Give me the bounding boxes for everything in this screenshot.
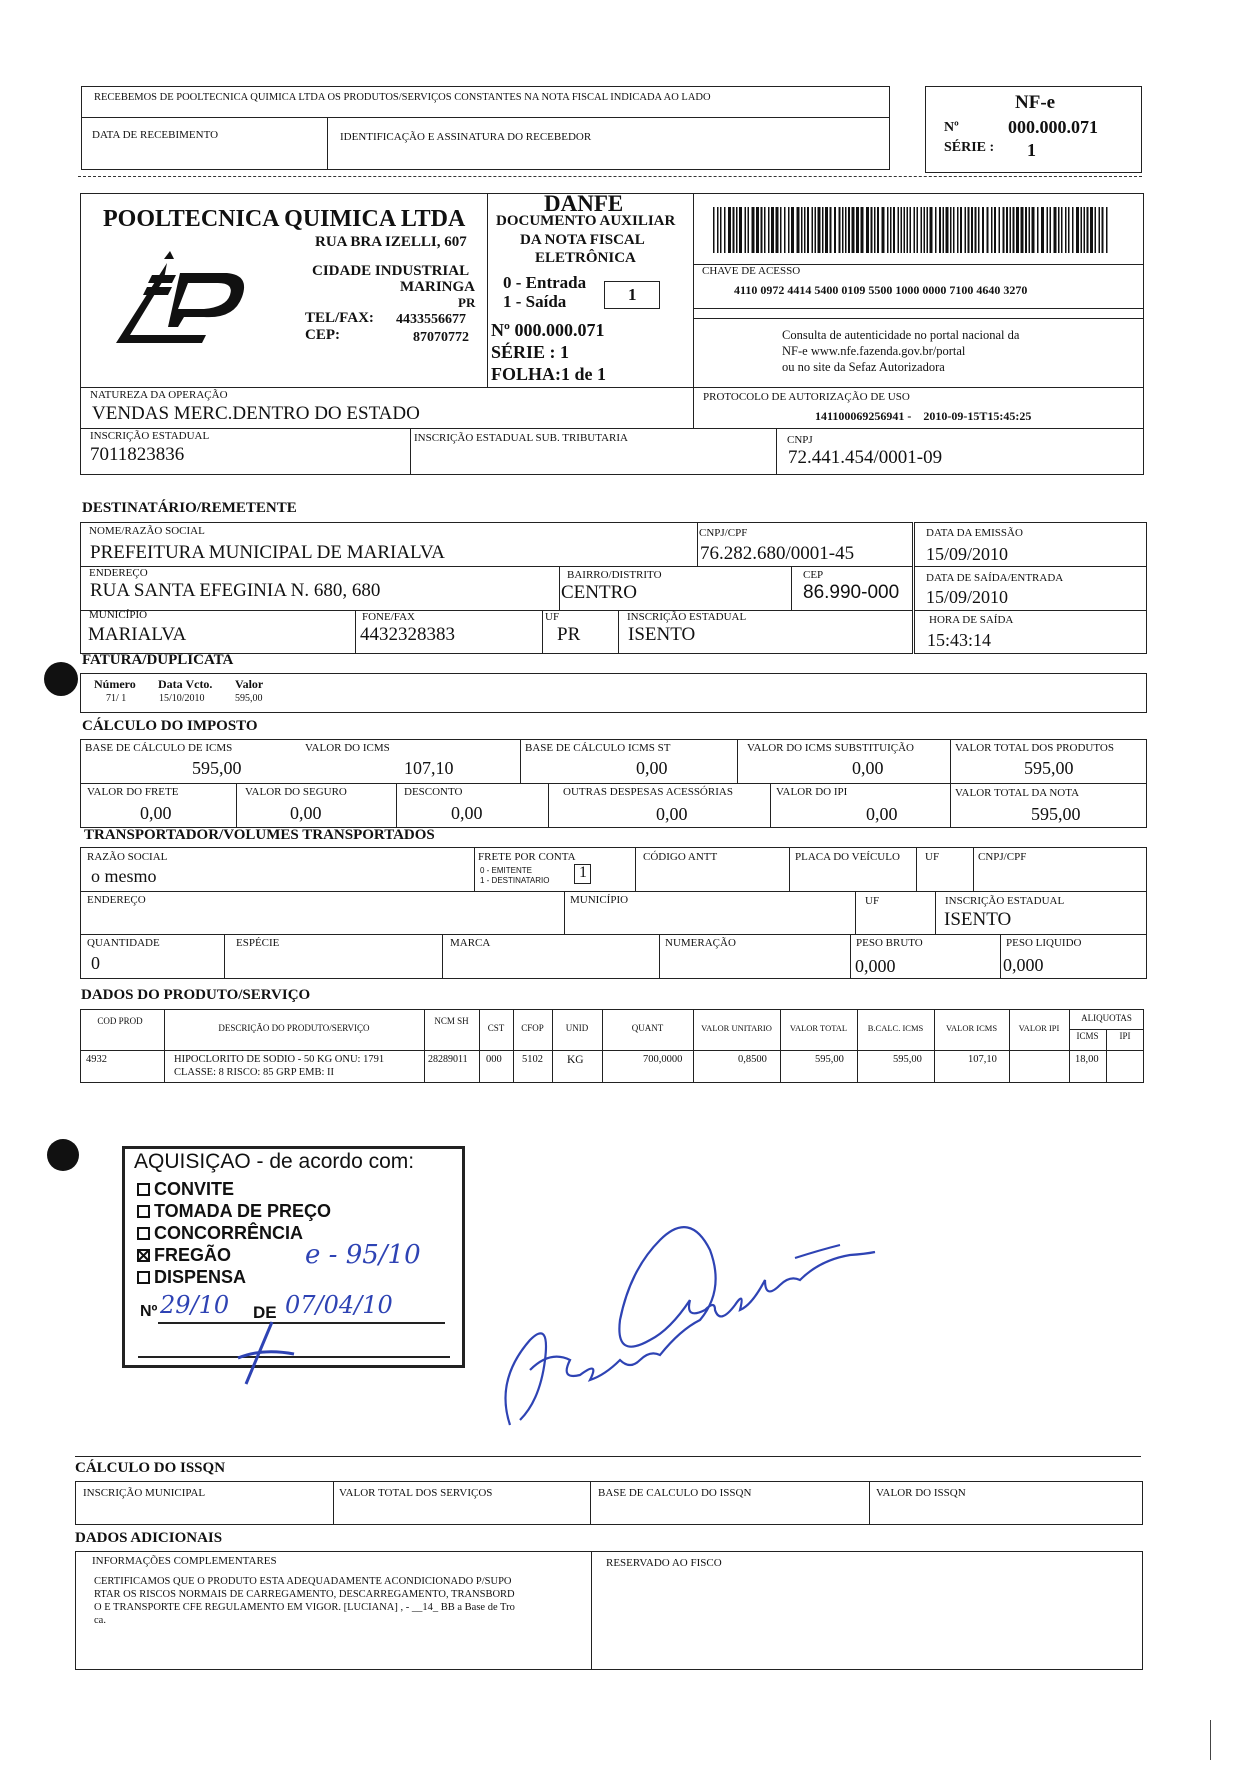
base-st-value: 0,00 bbox=[636, 758, 668, 778]
page-edge-mark bbox=[1210, 1720, 1211, 1760]
issuer-street: RUA BRA IZELLI, 607 bbox=[315, 234, 467, 250]
other-expenses-label: OUTRAS DESPESAS ACESSÓRIAS bbox=[563, 786, 733, 798]
exit-time-label: HORA DE SAÍDA bbox=[929, 614, 1014, 626]
row-total-value: 595,00 bbox=[815, 1054, 844, 1065]
stamp-title: AQUISIÇAO - de acordo com: bbox=[134, 1150, 415, 1173]
row-cfop: 5102 bbox=[522, 1054, 543, 1065]
icms-st-label: VALOR DO ICMS SUBSTITUIÇÃO bbox=[747, 742, 914, 754]
stamp-hand-note: e - 95/10 bbox=[305, 1240, 421, 1270]
recipient-address-label: ENDEREÇO bbox=[89, 567, 148, 579]
freight-payer-value: 1 bbox=[579, 864, 587, 881]
row-description-1: HIPOCLORITO DE SODIO - 50 KG ONU: 1791 bbox=[174, 1054, 385, 1065]
freight-option-0: 0 - EMITENTE bbox=[480, 866, 533, 875]
access-key-label: CHAVE DE ACESSO bbox=[702, 265, 801, 277]
recipient-name-label: NOME/RAZÃO SOCIAL bbox=[89, 525, 205, 537]
carrier-uf-label: UF bbox=[925, 851, 940, 863]
danfe-subtitle-1: DOCUMENTO AUXILIAR bbox=[496, 213, 676, 229]
receipt-signature-label: IDENTIFICAÇÃO E ASSINATURA DO RECEBEDOR bbox=[340, 131, 592, 143]
issuer-tel-label: TEL/FAX: bbox=[305, 310, 374, 326]
row-icms-value: 107,10 bbox=[968, 1054, 997, 1065]
operation-box bbox=[80, 387, 1144, 475]
carrier-ie-label: INSCRIÇÃO ESTADUAL bbox=[945, 895, 1065, 907]
additional-info-2: RTAR OS RISCOS NORMAIS DE CARREGAMENTO, DESCARREGAMENTO, TRANSBORD bbox=[94, 1589, 515, 1600]
additional-info-4: ca. bbox=[94, 1615, 106, 1626]
base-st-label: BASE DE CÁLCULO ICMS ST bbox=[525, 742, 671, 754]
danfe-series: SÉRIE : 1 bbox=[491, 342, 570, 362]
exit-time: 15:43:14 bbox=[927, 630, 992, 650]
tax-section-title: CÁLCULO DO IMPOSTO bbox=[82, 718, 258, 734]
receipt-series: 1 bbox=[1027, 140, 1036, 160]
additional-info-1: CERTIFICAMOS QUE O PRODUTO ESTA ADEQUADAMENTE ACONDICIONADO P/SUPO bbox=[94, 1576, 512, 1587]
stamp-option-convite: CONVITE bbox=[137, 1178, 234, 1200]
issqn-services-label: VALOR TOTAL DOS SERVIÇOS bbox=[339, 1487, 493, 1499]
issqn-municipal-label: INSCRIÇÃO MUNICIPAL bbox=[83, 1487, 206, 1499]
col-quantity: QUANT bbox=[631, 1023, 664, 1033]
danfe-entry: 0 - Entrada bbox=[503, 273, 587, 292]
stamp-no-label: Nº bbox=[140, 1303, 158, 1320]
col-cfop: CFOP bbox=[521, 1023, 544, 1033]
row-unit-value: 0,8500 bbox=[738, 1054, 767, 1065]
issue-date-label: DATA DA EMISSÃO bbox=[926, 527, 1023, 539]
signature-icon bbox=[490, 1210, 880, 1440]
gross-weight: 0,000 bbox=[855, 956, 896, 976]
protocol-value: 141100069256941 - 2010-09-15T15:45:25 bbox=[815, 409, 1032, 423]
stamp-date-value: 07/04/10 bbox=[285, 1291, 393, 1319]
receipt-date-label: DATA DE RECEBIMENTO bbox=[92, 129, 219, 141]
recipient-district-label: BAIRRO/DISTRITO bbox=[567, 569, 662, 581]
issuer-city: MARINGA bbox=[400, 279, 475, 295]
danfe-title: DANFE bbox=[544, 191, 624, 216]
carrier-city-label: MUNICÍPIO bbox=[570, 894, 629, 906]
col-description: DESCRIÇÃO DO PRODUTO/SERVIÇO bbox=[218, 1023, 370, 1033]
col-rate-ipi: IPI bbox=[1119, 1031, 1131, 1041]
invoice-number: 71/ 1 bbox=[106, 693, 127, 704]
products-section-title: DADOS DO PRODUTO/SERVIÇO bbox=[81, 987, 311, 1003]
total-products-value: 595,00 bbox=[1024, 758, 1074, 778]
cnpj-value: 72.441.454/0001-09 bbox=[788, 447, 943, 468]
row-description-2: CLASSE: 8 RISCO: 85 GRP EMB: II bbox=[174, 1067, 335, 1078]
invoice-number-label: Número bbox=[94, 677, 136, 691]
quantity-value: 0 bbox=[91, 953, 100, 973]
issqn-value-label: VALOR DO ISSQN bbox=[876, 1487, 966, 1499]
icms-st-value: 0,00 bbox=[852, 758, 884, 778]
access-consult-2: NF-e www.nfe.fazenda.gov.br/portal bbox=[782, 344, 966, 358]
row-bcalc-icms: 595,00 bbox=[893, 1054, 922, 1065]
recipient-cep: 86.990-000 bbox=[803, 582, 900, 603]
danfe-type: 1 bbox=[628, 285, 637, 304]
invoice-value-label: Valor bbox=[235, 677, 264, 691]
col-cst: CST bbox=[487, 1023, 505, 1033]
additional-info-label: INFORMAÇÕES COMPLEMENTARES bbox=[92, 1555, 277, 1567]
stamp-no-value: 29/10 bbox=[160, 1291, 230, 1319]
company-logo-icon bbox=[92, 245, 252, 355]
ipi-value: 0,00 bbox=[866, 804, 898, 824]
col-code: COD PROD bbox=[97, 1016, 143, 1026]
issuer-cep: 87070772 bbox=[413, 330, 469, 345]
receipt-nfe-title: NF-e bbox=[1015, 92, 1056, 113]
issuer-state: PR bbox=[458, 295, 476, 310]
recipient-name: PREFEITURA MUNICIPAL DE MARIALVA bbox=[90, 542, 445, 563]
additional-section-title: DADOS ADICIONAIS bbox=[75, 1530, 223, 1546]
danfe-subtitle-2: DA NOTA FISCAL bbox=[520, 232, 645, 248]
freight-option-1: 1 - DESTINATARIO bbox=[480, 876, 550, 885]
row-unit: KG bbox=[567, 1054, 584, 1066]
col-ipi-value: VALOR IPI bbox=[1018, 1023, 1060, 1033]
carrier-ie: ISENTO bbox=[944, 909, 1012, 930]
other-expenses-value: 0,00 bbox=[656, 804, 688, 824]
plate-label: PLACA DO VEÍCULO bbox=[795, 851, 900, 863]
receipt-number-label: Nº bbox=[944, 120, 959, 135]
carrier-cnpj-label: CNPJ/CPF bbox=[978, 851, 1027, 863]
freight-label: VALOR DO FRETE bbox=[87, 786, 179, 798]
recipient-address: RUA SANTA EFEGINIA N. 680, 680 bbox=[90, 580, 381, 601]
punch-hole bbox=[44, 662, 78, 696]
freight-value: 0,00 bbox=[140, 803, 172, 823]
stamp-option-pregao: FREGÃO bbox=[137, 1244, 231, 1266]
cut-line bbox=[78, 176, 1142, 177]
col-rate-icms: ICMS bbox=[1076, 1031, 1099, 1041]
ipi-label: VALOR DO IPI bbox=[776, 786, 848, 798]
issuer-name: POOLTECNICA QUIMICA LTDA bbox=[103, 206, 466, 232]
icms-label: VALOR DO ICMS bbox=[305, 742, 390, 754]
col-ncm: NCM SH bbox=[434, 1016, 469, 1026]
row-quantity: 700,0000 bbox=[643, 1054, 683, 1065]
insurance-label: VALOR DO SEGURO bbox=[245, 786, 347, 798]
total-note-label: VALOR TOTAL DA NOTA bbox=[955, 787, 1080, 799]
brand-label: MARCA bbox=[450, 937, 491, 949]
transport-section-title: TRANSPORTADOR/VOLUMES TRANSPORTADOS bbox=[84, 827, 435, 843]
barcode-icon bbox=[713, 207, 1113, 253]
issqn-section-title: CÁLCULO DO ISSQN bbox=[75, 1460, 226, 1476]
recipient-uf: PR bbox=[557, 624, 581, 645]
stamp-de-label: DE bbox=[253, 1303, 277, 1322]
net-weight-label: PESO LIQUIDO bbox=[1006, 937, 1082, 949]
col-total-value: VALOR TOTAL bbox=[789, 1023, 848, 1033]
access-key: 4110 0972 4414 5400 0109 5500 1000 0000 7100 4640 3270 bbox=[734, 283, 1028, 297]
insurance-value: 0,00 bbox=[290, 803, 322, 823]
stamp-option-tomada: TOMADA DE PREÇO bbox=[137, 1200, 331, 1222]
recipient-cnpj: 76.282.680/0001-45 bbox=[700, 543, 855, 564]
quantity-label: QUANTIDADE bbox=[87, 937, 160, 949]
discount-label: DESCONTO bbox=[404, 786, 463, 798]
nature-value: VENDAS MERC.DENTRO DO ESTADO bbox=[92, 403, 420, 424]
row-cst: 000 bbox=[486, 1054, 502, 1065]
issuer-cep-label: CEP: bbox=[305, 327, 340, 343]
recipient-phone-label: FONE/FAX bbox=[362, 611, 415, 623]
recipient-cnpj-label: CNPJ/CPF bbox=[699, 527, 748, 539]
issuer-district: CIDADE INDUSTRIAL bbox=[312, 263, 470, 279]
col-bcalc-icms: B.CALC. ICMS bbox=[867, 1023, 924, 1033]
recipient-cep-label: CEP bbox=[803, 569, 824, 581]
row-rate-icms: 18,00 bbox=[1075, 1054, 1099, 1065]
access-consult-1: Consulta de autenticidade no portal nacional da bbox=[782, 328, 1020, 342]
col-unit-value: VALOR UNITARIO bbox=[701, 1023, 772, 1033]
recipient-section-title: DESTINATÁRIO/REMETENTE bbox=[82, 500, 297, 516]
stamp-option-dispensa: DISPENSA bbox=[137, 1266, 246, 1288]
danfe-number: Nº 000.000.071 bbox=[491, 320, 605, 340]
invoice-value: 595,00 bbox=[235, 693, 263, 704]
col-rates: ALIQUOTAS bbox=[1081, 1013, 1132, 1023]
issqn-base-label: BASE DE CALCULO DO ISSQN bbox=[598, 1487, 752, 1499]
kind-label: ESPÉCIE bbox=[236, 937, 280, 949]
out-date-label: DATA DE SAÍDA/ENTRADA bbox=[926, 572, 1064, 584]
gross-weight-label: PESO BRUTO bbox=[856, 937, 923, 949]
danfe-exit: 1 - Saída bbox=[503, 292, 567, 311]
access-consult-3: ou no site da Sefaz Autorizadora bbox=[782, 360, 945, 374]
danfe-sheet: FOLHA:1 de 1 bbox=[491, 364, 606, 384]
total-products-label: VALOR TOTAL DOS PRODUTOS bbox=[955, 742, 1114, 754]
carrier-name: o mesmo bbox=[91, 866, 157, 886]
nature-label: NATUREZA DA OPERAÇÃO bbox=[90, 389, 228, 401]
stamp-initials-icon bbox=[232, 1318, 302, 1388]
stamp-option-concorrencia: CONCORRÊNCIA bbox=[137, 1222, 303, 1244]
ie-value: 7011823836 bbox=[90, 444, 185, 465]
carrier-name-label: RAZÃO SOCIAL bbox=[87, 851, 168, 863]
recipient-phone: 4432328383 bbox=[360, 624, 455, 645]
row-code: 4932 bbox=[86, 1054, 107, 1065]
total-note-value: 595,00 bbox=[1031, 804, 1081, 824]
invoice-due: 15/10/2010 bbox=[159, 693, 205, 704]
issue-date: 15/09/2010 bbox=[926, 544, 1009, 564]
recipient-city: MARIALVA bbox=[88, 624, 187, 645]
base-icms-value: 595,00 bbox=[192, 758, 242, 778]
col-unit: UNID bbox=[565, 1023, 589, 1033]
issqn-divider bbox=[75, 1456, 1141, 1457]
receipt-number: 000.000.071 bbox=[1008, 117, 1098, 137]
net-weight: 0,000 bbox=[1003, 955, 1044, 975]
recipient-ie-label: INSCRIÇÃO ESTADUAL bbox=[627, 611, 747, 623]
freight-payer-label: FRETE POR CONTA bbox=[478, 851, 576, 863]
icms-value: 107,10 bbox=[404, 758, 454, 778]
receipt-declaration: RECEBEMOS DE POOLTECNICA QUIMICA LTDA OS PRODUTOS/SERVIÇOS CONSTANTES NA NOTA FISCAL INDICADA AO LADO bbox=[94, 92, 711, 103]
invoice-due-label: Data Vcto. bbox=[158, 677, 213, 691]
recipient-city-label: MUNICÍPIO bbox=[89, 609, 148, 621]
col-icms-value: VALOR ICMS bbox=[945, 1023, 998, 1033]
punch-hole-2 bbox=[47, 1139, 79, 1171]
cnpj-label: CNPJ bbox=[787, 434, 813, 446]
recipient-uf-label: UF bbox=[545, 611, 560, 623]
additional-info-3: O E TRANSPORTE CFE REGULAMENTO EM VIGOR. [LUCIANA] , - __14_ BB a Base de Tro bbox=[94, 1602, 515, 1613]
invoice-section-title: FATURA/DUPLICATA bbox=[82, 652, 234, 668]
protocol-label: PROTOCOLO DE AUTORIZAÇÃO DE USO bbox=[703, 391, 910, 403]
ie-st-label: INSCRIÇÃO ESTADUAL SUB. TRIBUTARIA bbox=[414, 432, 628, 444]
carrier-address-label: ENDEREÇO bbox=[87, 894, 146, 906]
recipient-ie: ISENTO bbox=[628, 624, 696, 645]
issuer-tel: 4433556677 bbox=[396, 312, 466, 327]
out-date: 15/09/2010 bbox=[926, 587, 1009, 607]
recipient-district: CENTRO bbox=[561, 582, 637, 603]
carrier-uf2-label: UF bbox=[865, 895, 880, 907]
receipt-series-label: SÉRIE : bbox=[944, 140, 995, 155]
numbering-label: NUMERAÇÃO bbox=[665, 937, 736, 949]
base-icms-label: BASE DE CÁLCULO DE ICMS bbox=[85, 742, 233, 754]
danfe-subtitle-3: ELETRÔNICA bbox=[535, 250, 636, 266]
antt-label: CÓDIGO ANTT bbox=[643, 851, 718, 863]
row-ncm: 28289011 bbox=[428, 1054, 468, 1065]
discount-value: 0,00 bbox=[451, 803, 483, 823]
reserved-label: RESERVADO AO FISCO bbox=[606, 1557, 722, 1569]
ie-label: INSCRIÇÃO ESTADUAL bbox=[90, 430, 210, 442]
